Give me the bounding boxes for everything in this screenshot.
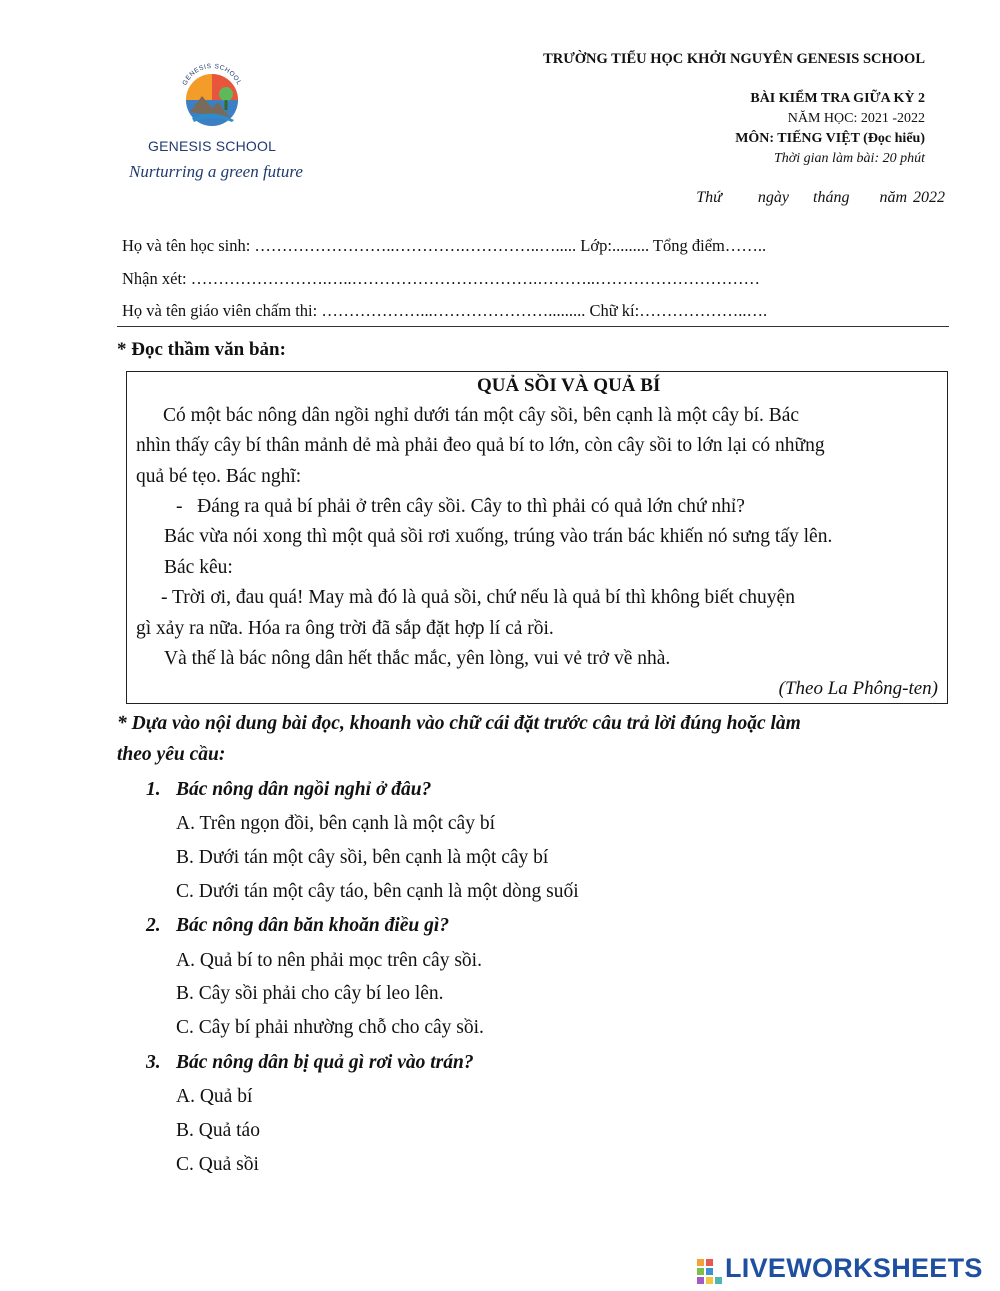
question-2: [146, 915, 449, 937]
genesis-school-logo-icon: [172, 56, 252, 136]
passage-line: nhìn thấy cây bí thân mảnh dẻ mà phải đeo quả bí to lớn, còn cây sồi to lớn lại có những: [136, 435, 825, 456]
passage-line: Và thế là bác nông dân hết thắc mắc, yên lòng, vui vẻ trở về nhà.: [164, 648, 671, 669]
question-text: Bác nông dân bị quả gì rơi vào trán?: [176, 1052, 474, 1073]
question-3-option-a[interactable]: A. Quả bí: [176, 1086, 253, 1107]
passage-line: gì xảy ra nữa. Hóa ra ông trời đã sắp đặt hợp lí cả rồi.: [136, 618, 554, 639]
logo-slogan: Nurturring a green future: [129, 162, 303, 181]
comment-line[interactable]: Nhận xét: …………………….…..…………………………….………..…………………………: [122, 269, 760, 288]
date-line: Thứ ngày tháng năm 2022: [696, 189, 945, 206]
school-year: NĂM HỌC: 2021 -2022: [787, 111, 925, 126]
passage-line: Có một bác nông dân ngồi nghỉ dưới tán một cây sồi, bên cạnh là một cây bí. Bác: [163, 405, 800, 426]
passage-line: quả bé tẹo. Bác nghĩ:: [136, 466, 302, 487]
passage-title: QUẢ SỒI VÀ QUẢ BÍ: [477, 375, 661, 396]
question-1-option-a[interactable]: A. Trên ngọn đồi, bên cạnh là một cây bí: [176, 813, 495, 834]
question-1-option-b[interactable]: B. Dưới tán một cây sồi, bên cạnh là một cây bí: [176, 847, 549, 868]
passage-line: Bác kêu:: [164, 557, 233, 578]
question-text: Bác nông dân băn khoăn điều gì?: [176, 915, 450, 936]
exam-duration: Thời gian làm bài: 20 phút: [774, 151, 925, 166]
header-divider: [117, 326, 949, 327]
instructions-line-1: * Dựa vào nội dung bài đọc, khoanh vào chữ cái đặt trước câu trả lời đúng hoặc làm: [117, 713, 801, 734]
logo-arc-text: GENESIS SCHOOL: [181, 62, 243, 87]
passage-line: - Trời ơi, đau quá! May mà đó là quả sồi, chứ nếu là quả bí thì không biết chuyện: [161, 587, 795, 608]
instructions-line-2: theo yêu cầu:: [117, 744, 226, 765]
question-2-option-b[interactable]: B. Cây sồi phải cho cây bí leo lên.: [176, 983, 444, 1004]
exam-subject: MÔN: TIẾNG VIỆT (Đọc hiểu): [735, 131, 925, 146]
passage-line: Bác vừa nói xong thì một quả sồi rơi xuống, trúng vào trán bác khiến nó sưng tấy lên.: [164, 526, 833, 547]
question-number: 3.: [146, 1052, 161, 1073]
teacher-name-line[interactable]: Họ và tên giáo viên chấm thi: ………………...…………………......... Chữ kí:………………..….: [122, 301, 768, 320]
question-1-option-c[interactable]: C. Dưới tán một cây táo, bên cạnh là một dòng suối: [176, 881, 579, 902]
exam-title: BÀI KIỂM TRA GIỮA KỲ 2: [750, 91, 925, 106]
question-number: 1.: [146, 779, 161, 800]
passage-source: (Theo La Phông-ten): [778, 678, 938, 699]
question-2-option-c[interactable]: C. Cây bí phải nhường chỗ cho cây sồi.: [176, 1017, 484, 1038]
question-3-option-b[interactable]: B. Quả táo: [176, 1120, 260, 1141]
question-3: [146, 1052, 474, 1074]
question-number: 2.: [146, 915, 161, 936]
passage-line: - Đáng ra quả bí phải ở trên cây sồi. Cây to thì phải có quả lớn chứ nhỉ?: [176, 496, 745, 517]
question-1: [146, 779, 431, 801]
question-2-option-a[interactable]: A. Quả bí to nên phải mọc trên cây sồi.: [176, 950, 482, 971]
liveworksheets-watermark: LIVEWORKSHEETS: [725, 1253, 983, 1283]
student-name-line[interactable]: Họ và tên học sinh: ……………………..………….…………..…..... Lớp:......... Tổng điểm……..: [122, 236, 767, 255]
question-text: Bác nông dân ngồi nghỉ ở đâu?: [176, 779, 432, 800]
question-3-option-c[interactable]: C. Quả sồi: [176, 1154, 259, 1175]
logo-school-name: GENESIS SCHOOL: [148, 138, 277, 154]
liveworksheets-logo-icon: [697, 1259, 722, 1284]
school-name: TRƯỜNG TIỂU HỌC KHỞI NGUYÊN GENESIS SCHOOL: [543, 51, 925, 67]
reading-section-heading: * Đọc thầm văn bản:: [117, 339, 286, 360]
